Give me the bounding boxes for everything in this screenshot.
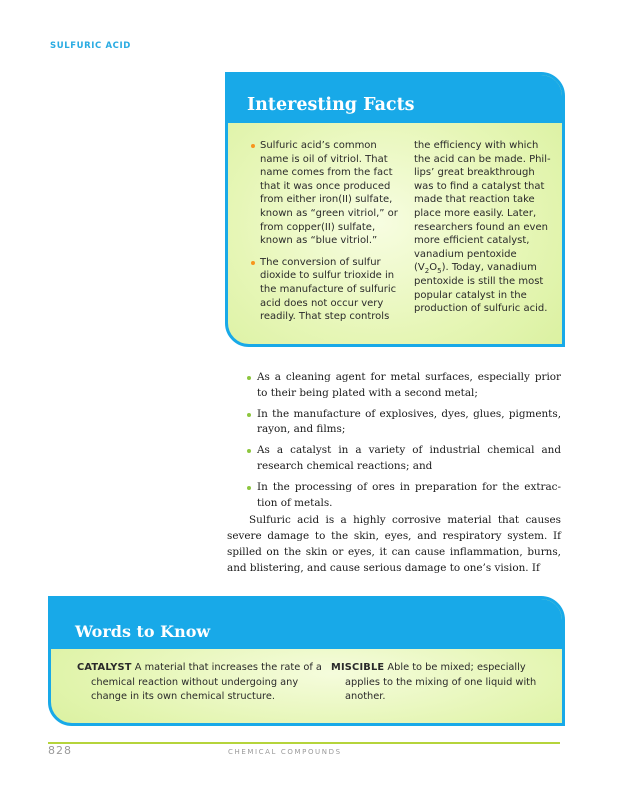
bullet-icon — [247, 413, 251, 417]
definition-text: Able to be mixed; especially applies to the mixing of one liquid with another. — [345, 662, 537, 703]
bullet-icon — [251, 261, 255, 265]
list-item-text: In the manufacture of explosives, dyes, glues, pigments, rayon, and films; — [257, 407, 561, 436]
interesting-facts-box — [225, 72, 565, 347]
facts-column-right — [414, 139, 552, 316]
bullet-icon — [247, 449, 251, 453]
list-item-text: As a catalyst in a variety of industrial chemical and research chemical reactions; and — [257, 444, 561, 472]
words-to-know-box — [48, 596, 565, 726]
running-head: SULFURIC ACID — [50, 41, 131, 51]
fact-text-continued-part1: the efficiency with which the acid can be made. Phil-lips’ great breakthrough was to find a catalyst that made that reaction take place more easily. Later, researchers found an even more efficient catalyst, vanadium pentoxide ( — [414, 140, 551, 274]
fact-text-part1: The conversion of sulfur dioxide to sulfur trioxide in the manufacture of sulfuric acid does not occur very readily. That step controls — [260, 256, 397, 323]
list-item — [247, 480, 561, 512]
list-item-text: As a cleaning agent for metal surfaces, especially prior to their being plated with a second metal; — [257, 371, 561, 399]
term-miscible: MISCIBLE — [331, 662, 385, 673]
words-to-know-title: Words to Know — [75, 622, 211, 641]
fact-text-sub1: 2 — [424, 267, 430, 276]
footer-rule — [48, 742, 560, 744]
bullet-icon — [247, 376, 251, 380]
footer-book-title: CHEMICAL COMPOUNDS — [228, 748, 342, 756]
definition-text: A material that increases the rate of a chemical reaction without undergoing any change in its own chemical structure. — [91, 662, 322, 703]
interesting-facts-content — [234, 123, 556, 338]
definition-miscible — [331, 661, 555, 705]
page-number: 828 — [48, 744, 72, 757]
fact-text-formula-o: O — [429, 262, 438, 274]
fact-item — [250, 256, 398, 324]
fact-text: Sulfuric acid’s common name is oil of vitriol. That name comes from the fact that it was once produced from either iron(II) sulfate, known as “green vitriol,” or from copper(II) sulfate, known as “blue vitriol.” — [260, 140, 398, 247]
bullet-icon — [251, 144, 255, 148]
list-item — [247, 443, 561, 475]
facts-column-left — [250, 139, 398, 332]
uses-list — [247, 370, 561, 516]
fact-text-sub2: 5 — [437, 267, 442, 276]
interesting-facts-title: Interesting Facts — [247, 95, 415, 115]
list-item-text: In the processing of ores in preparation for the extrac-tion of metals. — [257, 480, 561, 509]
body-paragraph: Sulfuric acid is a highly corrosive material that causes severe damage to the skin, eyes, and respiratory system. If spilled on the skin or eyes, it can cause inflammation, burns, and blistering, and cause serious damage to one’s vision. If — [227, 514, 561, 574]
list-item — [247, 370, 561, 402]
fact-item — [250, 139, 398, 248]
fact-text-continued — [414, 139, 552, 316]
fact-text-continued-part2: ). Today, vanadium pentoxide is still the most popular catalyst in the production of sulfuric acid. — [414, 262, 548, 315]
list-item — [247, 407, 561, 439]
term-catalyst: CATALYST — [77, 662, 132, 673]
fact-text-formula-v: V — [417, 262, 425, 274]
bullet-icon — [247, 486, 251, 490]
definition-catalyst — [77, 661, 327, 705]
